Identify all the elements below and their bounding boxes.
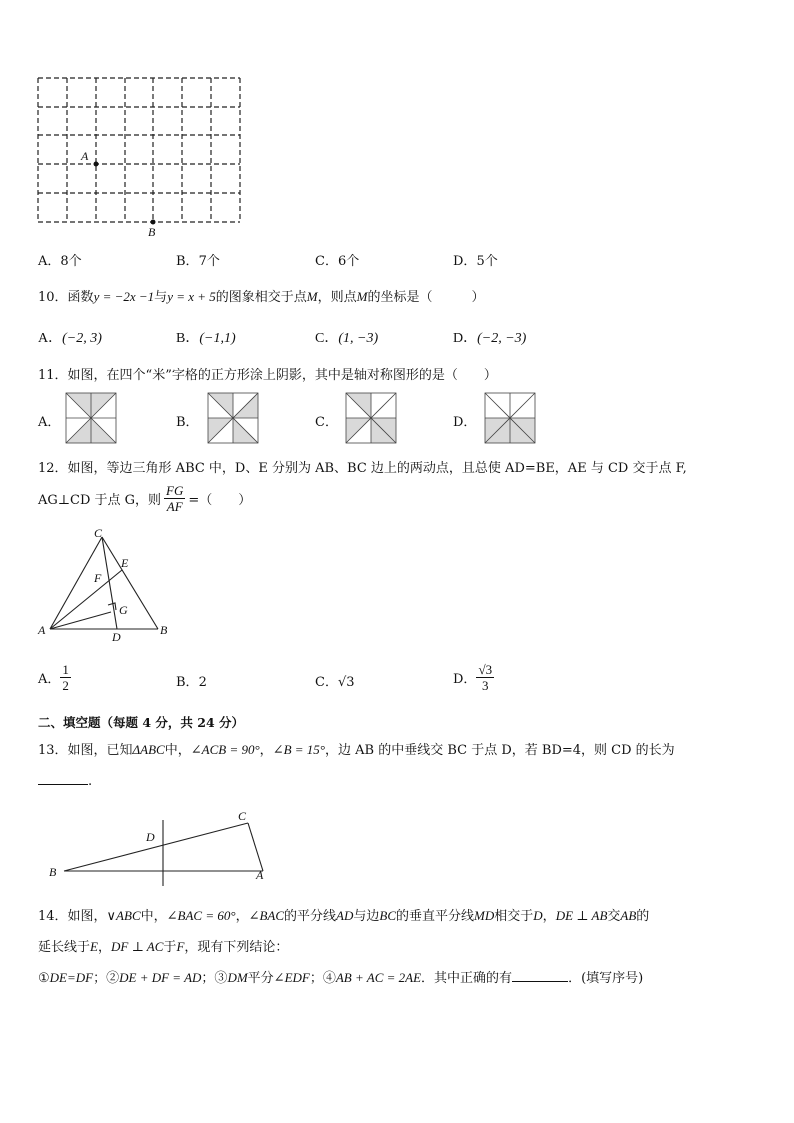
q11-stem: 11．如图，在四个“米”字格的正方形涂上阴影，其中是轴对称图形的是（ ） [38,368,497,383]
q12-frac-num: FG [166,483,184,498]
q14-answer-blank[interactable] [512,969,568,982]
q12-label-d: D [112,630,121,644]
q12-stem-line1: 12．如图，等边三角形 ABC 中，D、E 分别为 AB、BC 边上的两动点，且总使 AD=BE，AE 与 CD 交于点 F, [38,461,687,476]
q10-stem: 10．函数y = −2x −1与y = x + 5的图象相交于点M，则点M的坐标是（ ） [38,289,485,305]
q10-option-a: A．(−2, 3) [38,331,102,346]
q11-option-b: B． [176,415,199,430]
q13-stem: 13．如图，已知ΔABC中，∠ACB = 90°，∠B = 15°，边 AB 的中垂线交 BC 于点 D，若 BD=4，则 CD 的长为 [38,742,675,758]
q12-option-c: C．√3 [315,675,355,690]
q12-label-b: B [160,623,168,637]
q12-option-b: B．2 [176,675,207,690]
q11-option-a: A． [38,415,61,430]
q12-frac-den: AF [166,499,183,514]
q10-option-c: C．(1, −3) [315,331,379,346]
q12-label-e: E [121,556,129,570]
q12-label-f: F [94,571,102,585]
q14-stem-line1: 14．如图，∨ABC中，∠BAC = 60°，∠BAC的平分线AD与边BC的垂直平分线MD相交于D，DE ⊥ AB交AB的 [38,908,650,924]
q13-label-b: B [49,865,57,879]
q10-option-b: B．(−1,1) [176,331,236,346]
q12-option-d: D． $\frac{√3}{3}$ [453,662,493,693]
q13-label-d: D [146,830,155,844]
section-2-heading: 二、填空题（每题 4 分，共 24 分） [38,715,245,730]
q12-label-g: G [119,603,128,617]
q9-label-a: A [81,149,89,163]
q9-label-b: B [148,225,156,239]
q9-option-b: B．7个 [176,254,220,269]
q9-option-a: A．8个 [38,254,82,269]
q10-option-d: D．(−2, −3) [453,331,527,346]
q13-label-a: A [256,868,264,882]
q11-option-c: C． [315,415,338,430]
q12-stem-line2: AG⊥CD 于点 G，则 $\frac{FG}{AF}$ =（ ） [38,483,252,514]
q9-option-d: D．5个 [453,254,498,269]
q13-label-c: C [238,809,247,823]
q14-conclusions: ①DE=DF；②DE + DF = AD；③DM平分∠EDF；④AB + AC = 2AE．其中正确的有 ．(填写序号) [38,970,644,986]
q13-answer-line: . [38,772,92,789]
q12-label-c: C [94,526,103,540]
q14-stem-line2: 延长线于E，DF ⊥ AC于F，现有下列结论： [38,939,289,955]
q11-option-d: D． [453,415,477,430]
q12-label-a: A [38,623,46,637]
q9-option-c: C．6个 [315,254,360,269]
q12-option-a: A． $\frac{1}{2}$ [38,662,69,693]
